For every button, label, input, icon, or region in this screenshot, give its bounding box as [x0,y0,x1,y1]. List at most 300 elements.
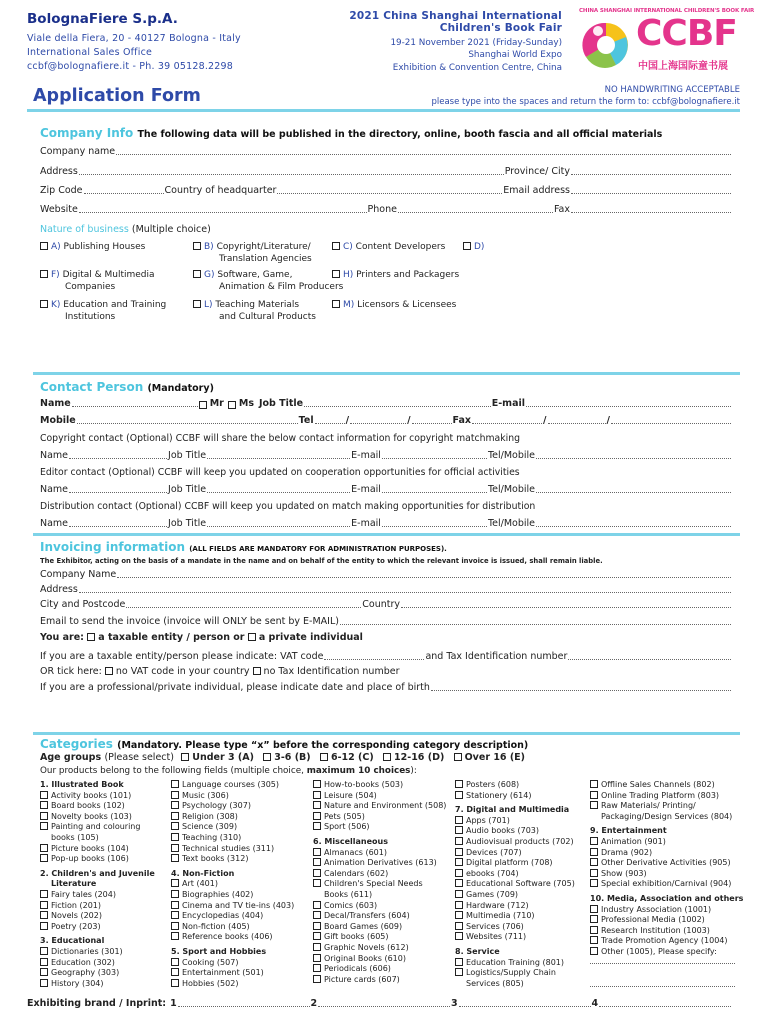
category-option[interactable] [455,901,575,912]
invoice-city-field[interactable] [126,607,361,608]
zip-field[interactable] [84,193,164,194]
nature-subtitle: (Multiple choice) [131,224,211,235]
category-option[interactable] [40,901,155,912]
category-option[interactable] [313,879,446,890]
fax-field[interactable] [571,212,731,213]
email-address-field[interactable] [571,193,731,194]
category-checkbox[interactable] [171,901,179,909]
company-name-field[interactable] [116,154,731,155]
entity-type-row [40,632,363,643]
category-option[interactable] [590,947,743,958]
category-option[interactable] [171,932,294,943]
option-h[interactable] [332,270,459,282]
category-checkbox[interactable] [171,911,179,919]
category-option[interactable] [40,791,155,802]
category-checkbox[interactable] [455,816,463,824]
category-option[interactable] [313,822,446,833]
company-info-title: Company Info [40,126,134,140]
distribution-email-label: E-mail [351,518,381,529]
category-checkbox[interactable] [455,869,463,877]
category-checkbox[interactable] [171,822,179,830]
category-option-label: Hardware (712) [466,900,529,910]
category-option[interactable] [590,848,743,859]
category-checkbox[interactable] [40,979,48,987]
distribution-contact-text: Distribution contact (Optional) CCBF will keep you updated on match making opportunities for distribution [40,501,536,512]
contact-mobile-row [40,415,732,426]
category-option[interactable] [455,791,575,802]
category-option-label: Pets (505) [324,811,365,821]
category-checkbox[interactable] [313,801,321,809]
category-option[interactable] [455,869,575,880]
copyright-tel-field[interactable] [536,458,731,459]
category-checkbox[interactable] [313,780,321,788]
category-option[interactable] [455,848,575,859]
category-option-label-cont: books (105) [51,832,99,842]
category-option[interactable] [171,791,294,802]
invoice-company-field[interactable] [117,577,731,578]
category-option[interactable] [171,958,294,969]
category-checkbox[interactable] [455,826,463,834]
option-l[interactable] [193,300,316,323]
age-groups-row [40,752,525,763]
category-option[interactable] [590,780,743,791]
category-checkbox[interactable] [171,833,179,841]
fax-country-field[interactable] [472,423,542,424]
ms-checkbox[interactable] [228,401,236,409]
category-option-label: Devices (707) [466,847,522,857]
copyright-job-field[interactable] [207,458,350,459]
category-checkbox[interactable] [313,911,321,919]
country-hq-label: Country of headquarter [164,185,277,196]
age-select-label: (Please select) [104,752,174,763]
category-checkbox[interactable] [590,936,598,944]
checkbox-b[interactable] [193,242,201,250]
logo-chinese-text: 中国上海国际童书展 [638,61,728,72]
category-option[interactable] [590,926,743,937]
category-group-heading: 6. Miscellaneous [313,836,388,846]
category-checkbox[interactable] [590,947,598,955]
country-hq-field[interactable] [277,193,502,194]
copyright-email-field[interactable] [382,458,487,459]
category-checkbox[interactable] [171,958,179,966]
logo-mark-icon [576,17,636,73]
category-option[interactable] [455,780,575,791]
address-row [40,166,732,177]
category-option[interactable] [455,968,575,979]
category-column-1 [40,780,155,989]
category-checkbox[interactable] [171,922,179,930]
category-checkbox[interactable] [40,968,48,976]
exhibiting-brand-row [27,998,732,1009]
no-vat-checkbox[interactable] [105,667,113,675]
category-checkbox[interactable] [171,801,179,809]
category-option[interactable] [313,975,446,986]
category-checkbox[interactable] [313,922,321,930]
category-checkbox[interactable] [171,979,179,987]
category-option[interactable] [40,890,155,901]
category-column-4 [455,780,575,989]
category-option[interactable] [313,848,446,859]
category-option[interactable] [40,947,155,958]
category-option-label: Online Trading Platform (803) [601,790,720,800]
tel-area-field[interactable] [350,423,406,424]
other-specify-field-2[interactable] [590,986,735,987]
category-option-label: Original Books (610) [324,953,406,963]
category-checkbox[interactable] [171,791,179,799]
checkbox-a[interactable] [40,242,48,250]
category-checkbox[interactable] [590,905,598,913]
checkbox-l[interactable] [193,300,201,308]
age-over16-checkbox[interactable] [454,753,462,761]
category-checkbox[interactable] [313,901,321,909]
category-checkbox[interactable] [313,932,321,940]
category-option-label: Pop-up books (106) [51,854,129,864]
category-checkbox[interactable] [313,964,321,972]
category-option[interactable] [40,922,155,933]
category-option[interactable] [590,791,743,802]
age-3-6-checkbox[interactable] [263,753,271,761]
category-option-label: Biographies (402) [182,889,254,899]
editor-email-field[interactable] [382,492,487,493]
editor-job-field[interactable] [207,492,350,493]
option-m[interactable] [332,300,456,312]
category-checkbox[interactable] [455,901,463,909]
category-option[interactable] [455,826,575,837]
category-checkbox[interactable] [171,844,179,852]
category-checkbox[interactable] [40,947,48,955]
age-under3-checkbox[interactable] [181,753,189,761]
brand-1-field[interactable] [178,1006,310,1007]
taxable-checkbox[interactable] [87,633,95,641]
category-checkbox[interactable] [40,854,48,862]
website-field[interactable] [79,212,367,213]
category-option[interactable] [590,936,743,947]
category-option[interactable] [590,879,743,890]
option-g-text-1: Software, Game, [217,270,293,280]
option-k[interactable] [40,300,166,323]
vat-field[interactable] [324,659,424,660]
option-c-text: Content Developers [355,242,446,252]
category-option[interactable] [455,922,575,933]
mobile-field[interactable] [77,423,298,424]
category-checkbox[interactable] [313,954,321,962]
category-option[interactable] [313,780,446,791]
category-checkbox[interactable] [313,822,321,830]
logo-top-text: CHINA SHANGHAI INTERNATIONAL CHILDREN'S BOOK FAIR [579,8,755,14]
tax-id-label: and Tax Identification number [425,651,568,662]
category-checkbox[interactable] [590,801,598,809]
category-option[interactable] [40,968,155,979]
private-checkbox[interactable] [248,633,256,641]
checkbox-m[interactable] [332,300,340,308]
address-field[interactable] [79,174,504,175]
option-d[interactable] [463,242,484,254]
category-checkbox[interactable] [40,901,48,909]
category-checkbox[interactable] [455,890,463,898]
category-checkbox[interactable] [455,858,463,866]
category-option[interactable] [171,879,294,890]
phone-field[interactable] [398,212,553,213]
category-option-label-cont: Packaging/Design Services (804) [601,811,733,821]
category-checkbox[interactable] [171,890,179,898]
category-option[interactable] [171,979,294,990]
category-checkbox[interactable] [171,932,179,940]
category-option[interactable] [313,812,446,823]
contact-email-field[interactable] [526,406,731,407]
category-option-label: Art (401) [182,879,218,889]
title-divider [27,109,740,112]
category-checkbox[interactable] [313,848,321,856]
category-column-2 [171,780,294,989]
category-group-heading: 5. Sport and Hobbies [171,946,267,956]
category-option[interactable] [590,837,743,848]
copyright-contact-text: Copyright contact (Optional) CCBF will share the below contact information for copyright matchmaking [40,433,521,444]
category-option-label: Other Derivative Activities (905) [601,858,731,868]
category-checkbox[interactable] [590,780,598,788]
no-tax-checkbox[interactable] [253,667,261,675]
distribution-tel-field[interactable] [536,526,731,527]
birth-field[interactable] [431,690,731,691]
category-checkbox[interactable] [455,780,463,788]
category-checkbox[interactable] [590,926,598,934]
category-option[interactable] [313,901,446,912]
category-option[interactable] [171,968,294,979]
invoice-country-field[interactable] [401,607,731,608]
editor-tel-field[interactable] [536,492,731,493]
category-checkbox[interactable] [40,844,48,852]
category-checkbox[interactable] [455,879,463,887]
category-checkbox[interactable] [313,879,321,887]
option-a[interactable] [40,242,145,254]
option-f-text-1: Digital & Multimedia [62,270,155,280]
category-option[interactable] [313,858,446,869]
checkbox-c[interactable] [332,242,340,250]
category-checkbox[interactable] [171,812,179,820]
checkbox-h[interactable] [332,270,340,278]
category-option[interactable] [313,943,446,954]
category-checkbox[interactable] [171,780,179,788]
category-option[interactable] [171,822,294,833]
option-f[interactable] [40,270,155,293]
category-option-label: Gift books (605) [324,932,389,942]
category-checkbox[interactable] [455,837,463,845]
category-checkbox[interactable] [455,932,463,940]
category-option[interactable] [171,854,294,865]
job-title-field[interactable] [304,406,491,407]
category-option[interactable] [171,833,294,844]
category-checkbox[interactable] [455,791,463,799]
category-option-label: Graphic Novels (612) [324,942,409,952]
category-option[interactable] [313,911,446,922]
province-field[interactable] [571,174,731,175]
invoice-company-label: Company Name [40,569,117,580]
tel-label: Tel [298,415,314,426]
category-checkbox[interactable] [590,858,598,866]
age-6-12-label: 6-12 (C) [330,752,374,763]
category-option-label: Activity books (101) [51,790,132,800]
category-checkbox[interactable] [40,911,48,919]
category-option[interactable] [313,964,446,975]
category-checkbox[interactable] [171,968,179,976]
category-option[interactable] [455,911,575,922]
age-6-12-checkbox[interactable] [320,753,328,761]
category-column-3 [313,780,446,985]
category-option-label: Education Training (801) [466,957,564,967]
category-option[interactable] [171,812,294,823]
age-3-6-label: 3-6 (B) [274,752,311,763]
category-option[interactable] [171,901,294,912]
invoice-email-field[interactable] [340,624,731,625]
contact-subtitle: (Mandatory) [147,383,214,394]
option-b[interactable] [193,242,312,265]
distribution-job-field[interactable] [207,526,350,527]
category-option[interactable] [40,958,155,969]
category-checkbox[interactable] [40,801,48,809]
category-checkbox[interactable] [590,915,598,923]
category-checkbox[interactable] [313,812,321,820]
category-option[interactable] [455,879,575,890]
category-checkbox[interactable] [455,911,463,919]
category-option-label: Other (1005), Please specify: [601,946,717,956]
mr-checkbox[interactable] [199,401,207,409]
category-checkbox[interactable] [590,791,598,799]
category-option[interactable] [40,812,155,823]
category-option[interactable] [590,858,743,869]
category-checkbox[interactable] [40,890,48,898]
category-option-label: Picture cards (607) [324,974,400,984]
category-checkbox[interactable] [313,791,321,799]
category-option[interactable] [171,844,294,855]
category-option[interactable] [171,890,294,901]
fair-info [332,10,562,75]
contact-name-field[interactable] [72,406,198,407]
category-option[interactable] [455,932,575,943]
category-option[interactable] [455,890,575,901]
brand-2-field[interactable] [318,1006,450,1007]
tel-country-field[interactable] [315,423,345,424]
category-checkbox[interactable] [455,968,463,976]
category-option[interactable] [590,905,743,916]
category-option[interactable] [313,791,446,802]
invoice-address-field[interactable] [79,592,731,593]
category-option[interactable] [313,954,446,965]
zip-label: Zip Code [40,185,83,196]
category-option[interactable] [171,911,294,922]
category-option[interactable] [455,958,575,969]
category-option[interactable] [40,979,155,990]
category-checkbox[interactable] [171,879,179,887]
category-option[interactable] [171,801,294,812]
brand-4-field[interactable] [599,1006,731,1007]
category-option-label: Psychology (307) [182,801,251,811]
checkbox-k[interactable] [40,300,48,308]
category-checkbox[interactable] [171,854,179,862]
fax-area-field[interactable] [548,423,606,424]
checkbox-d[interactable] [463,242,471,250]
category-checkbox[interactable] [313,975,321,983]
fax-number-field[interactable] [611,423,731,424]
category-option-label: Religion (308) [182,811,238,821]
distribution-name-field[interactable] [69,526,167,527]
distribution-name-label: Name [40,518,69,529]
option-g[interactable] [193,270,343,293]
category-checkbox[interactable] [313,858,321,866]
contact-heading [40,380,214,394]
category-option[interactable] [313,932,446,943]
category-checkbox[interactable] [313,869,321,877]
category-group-heading: 10. Media, Association and others [590,893,744,903]
category-option[interactable] [590,915,743,926]
option-g-text-2: Animation & Film Producers [219,281,344,292]
other-specify-field-1[interactable] [590,963,735,964]
category-option-label: Periodicals (606) [324,964,391,974]
category-option-label: Decal/Transfers (604) [324,911,410,921]
tax-id-field[interactable] [568,659,731,660]
birth-row [40,682,732,693]
option-l-letter: L) [204,300,213,310]
category-checkbox[interactable] [40,791,48,799]
distribution-email-field[interactable] [382,526,487,527]
category-checkbox[interactable] [590,837,598,845]
copyright-name-field[interactable] [69,458,167,459]
category-option[interactable] [313,869,446,880]
category-option[interactable] [171,922,294,933]
editor-name-field[interactable] [69,492,167,493]
checkbox-f[interactable] [40,270,48,278]
category-option[interactable] [313,801,446,812]
category-checkbox[interactable] [590,879,598,887]
category-option[interactable] [40,854,155,865]
category-option[interactable] [455,837,575,848]
category-option-label: Fairy tales (204) [51,889,116,899]
category-option[interactable] [590,869,743,880]
brand-3-field[interactable] [459,1006,591,1007]
checkbox-g[interactable] [193,270,201,278]
category-option[interactable] [40,801,155,812]
category-checkbox[interactable] [455,848,463,856]
option-c[interactable] [332,242,445,254]
form-title: Application Form [33,86,201,106]
contact-email-label: E-mail [491,398,525,409]
category-option[interactable] [590,801,743,812]
website-label: Website [40,204,78,215]
category-option-label: Comics (603) [324,900,378,910]
tel-number-field[interactable] [412,423,452,424]
category-option-label: Games (709) [466,889,519,899]
category-checkbox[interactable] [590,848,598,856]
brand-2-number: 2 [310,998,318,1009]
category-checkbox[interactable] [313,943,321,951]
no-vat-label: no VAT code in your country [115,666,250,677]
category-checkbox[interactable] [40,812,48,820]
category-checkbox[interactable] [40,958,48,966]
age-12-16-checkbox[interactable] [383,753,391,761]
category-option[interactable] [40,911,155,922]
category-checkbox[interactable] [455,958,463,966]
category-checkbox[interactable] [40,822,48,830]
category-column-5 [590,780,743,958]
fax-sep-1: / [543,415,547,426]
category-option[interactable] [313,922,446,933]
category-option[interactable] [171,780,294,791]
category-option[interactable] [455,816,575,827]
category-checkbox[interactable] [590,869,598,877]
category-option[interactable] [40,844,155,855]
category-option[interactable] [455,858,575,869]
category-option[interactable] [40,822,155,833]
category-checkbox[interactable] [40,922,48,930]
category-checkbox[interactable] [455,922,463,930]
